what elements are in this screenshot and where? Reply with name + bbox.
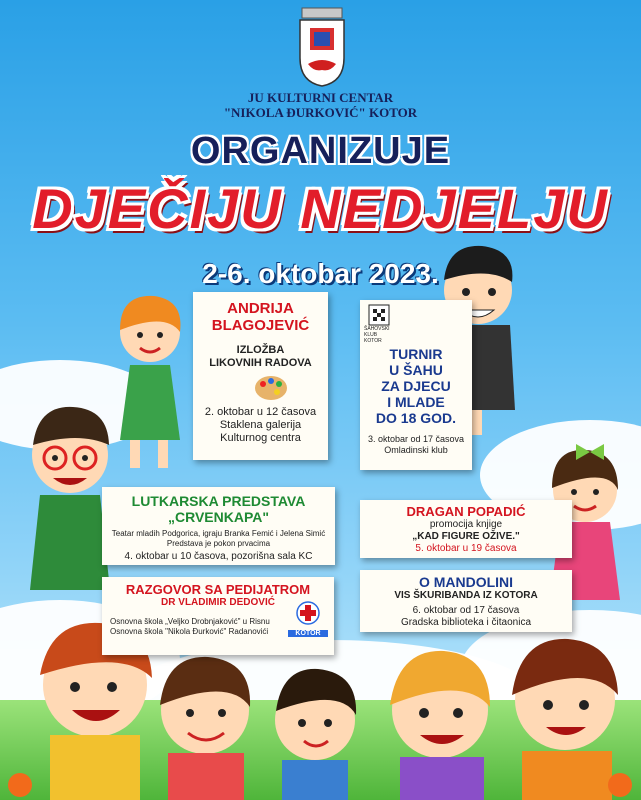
pediatrician-name: DR VLADIMIR DEDOVIĆ — [161, 597, 275, 608]
organizer-line-2: "NIKOLA ĐURKOVIĆ" KOTOR — [223, 105, 418, 120]
event-card-chess — [360, 300, 472, 470]
book-title: „KAD FIGURE OŽIVE." — [412, 531, 520, 542]
health-center-logo-text: KOTOR — [288, 630, 328, 637]
exhibition-date: 2. oktobar u 12 časova — [204, 406, 317, 418]
school-2: Osnovna škola "Nikola Đurković" Radanovići — [110, 627, 269, 636]
event-card-pediatrician — [102, 577, 334, 655]
puppet-show-title: LUTKARSKA PREDSTAVA — [131, 493, 306, 509]
chess-title-2: U ŠAHU — [389, 362, 443, 378]
organizer-name — [0, 90, 641, 120]
event-card-book-promo — [360, 500, 572, 558]
event-card-mandolin — [360, 570, 572, 632]
mandolin-venue: Gradska biblioteka i čitaonica — [400, 617, 532, 628]
mandolin-date: 6. oktobar od 17 časova — [412, 605, 520, 616]
puppet-show-cast: Teatar mladih Podgorica, igraju Branka Femić i Jelena Simić — [111, 529, 326, 538]
exhibition-venue-2: Kulturnog centra — [220, 432, 301, 444]
puppet-show-name: „CRVENKAPA" — [167, 509, 270, 525]
health-center-cross-icon — [296, 601, 320, 625]
event-date: 2-6. oktobar 2023. — [202, 258, 439, 289]
exhibition-label-1: IZLOŽBA — [236, 344, 285, 356]
chess-date: 3. oktobar od 17 časova — [367, 434, 465, 444]
puppet-show-date: 4. oktobar u 10 časova, pozorišna sala KC — [124, 551, 313, 562]
artist-last-name: BLAGOJEVIĆ — [211, 317, 310, 334]
author-name: DRAGAN POPADIĆ — [406, 504, 526, 519]
chess-venue: Omladinski klub — [384, 445, 448, 455]
chess-title-4: I MLADE — [387, 394, 445, 410]
organizer-line-1: JU KULTURNI CENTAR — [247, 90, 394, 105]
heading: ORGANIZUJE — [190, 130, 451, 172]
exhibition-label-2: LIKOVNIH RADOVA — [209, 357, 312, 369]
chess-club-logo-icon — [368, 304, 390, 326]
book-promo-date: 5. oktobar u 19 časova — [415, 543, 517, 554]
artist-first-name: ANDRIJA — [227, 300, 294, 317]
chess-title-5: DO 18 GOD. — [375, 410, 457, 426]
book-promo-label: promocija knjige — [429, 519, 503, 530]
exhibition-venue-1: Staklena galerija — [219, 419, 302, 431]
event-card-exhibition — [193, 292, 328, 460]
event-card-puppet-show — [102, 487, 335, 565]
chess-title-1: TURNIR — [389, 346, 443, 362]
mandolin-title: O MANDOLINI — [418, 574, 514, 590]
school-1: Osnovna škola „Veljko Drobnjaković" u Risnu — [110, 617, 270, 626]
puppet-show-note: Predstava je pokon prvacima — [166, 539, 271, 548]
chess-club-logo-text: ŠAHOVSKI KLUB KOTOR — [364, 326, 390, 344]
mandolin-band: VIS ŠKURIBANDA IZ KOTORA — [394, 590, 538, 601]
pediatrician-talk-title: RAZGOVOR SA PEDIJATROM — [125, 582, 311, 597]
kotor-crest-icon — [296, 6, 348, 88]
palette-icon — [253, 374, 289, 402]
event-title: DJEČIJU NEDJELJU — [32, 177, 609, 240]
chess-title-3: ZA DJECU — [381, 378, 451, 394]
